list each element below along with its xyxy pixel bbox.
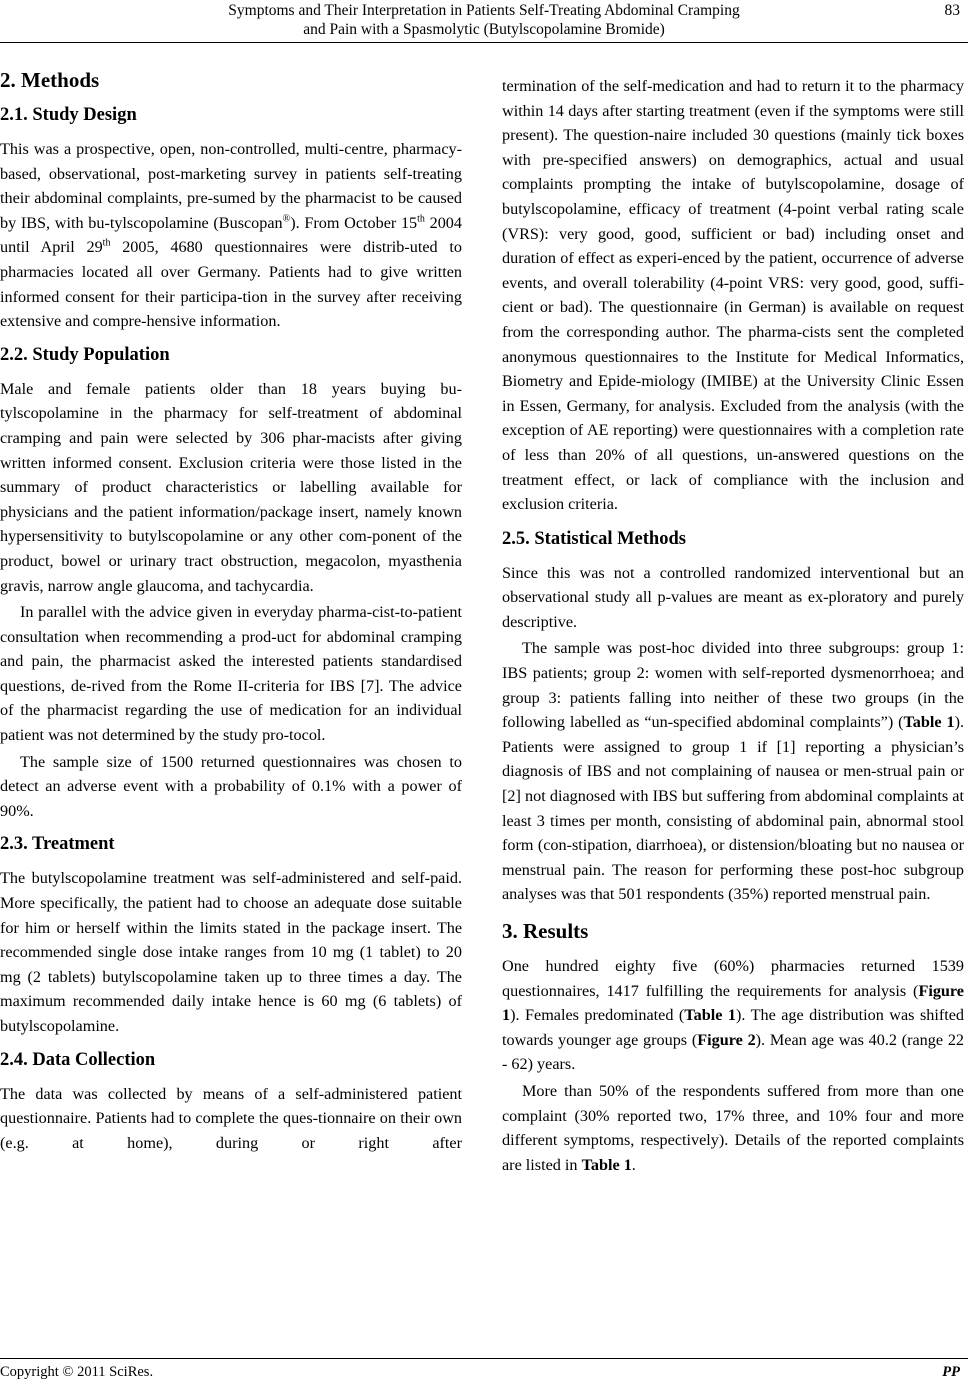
paragraph-population-1: Male and female patients older than 18 years buying bu-tylscopolamine in the pharmacy for self-treatment of abdominal cramping and pain were selected by 306 phar-macists after giving written informed consent. Exclusion criteria were those listed in the summary of product characteristics or labelling available for physicians and the patient information/package insert, namely known hypersensitivity to butylscopolamine or any other com-ponent of the product, bowel or urinary tract obstruction, megacolon, myasthenia gravis, narrow angle glaucoma, and tachycardia.	[0, 379, 462, 595]
paragraph-study-design: This was a prospective, open, non-controlled, multi-centre, pharmacy-based, observational, post-marketing survey in patients self-treating their abdominal complaints, pre-sumed by the pharmacist to be caused by IBS, with bu-tylscopolamine (Buscopan®). From October 15th 2004 until April 29th 2005, 4680 questionnaires were distrib-uted to pharmacies located all over Germany. Patients had to give written informed consent for their participa-tion in the survey after receiving extensive and compre-hensive information.	[0, 140, 462, 331]
subsection-heading-study-population: 2.2. Study Population	[0, 344, 170, 365]
page-number: 83	[944, 2, 960, 19]
paragraph-data-collection: The data was collected by means of a self-administered patient questionnaire. Patients had to complete the ques-tionnaire on their own (e.g. at home), during or right after	[0, 1084, 462, 1152]
section-heading-methods: 2. Methods	[0, 68, 100, 92]
section-heading-results: 3. Results	[502, 919, 589, 943]
page-footer	[0, 1358, 968, 1380]
running-header	[0, 0, 968, 44]
table-1-reference: Table 1	[903, 713, 955, 732]
right-column	[502, 74, 964, 1177]
figure-2-reference: Figure 2	[697, 1030, 756, 1049]
copyright-notice: Copyright © 2011 SciRes.	[0, 1364, 154, 1380]
figure-1-reference: Figure 1	[502, 981, 964, 1025]
header-title-line2: and Pain with a Spasmolytic (Butylscopolamine Bromide)	[303, 21, 665, 38]
subsection-heading-statistical-methods: 2.5. Statistical Methods	[502, 528, 686, 549]
table-1-reference: Table 1	[684, 1006, 736, 1025]
paragraph-results-2: More than 50% of the respondents suffered from more than one complaint (30% reported two, 17% three, and 10% four and more different symptoms, respectively). Details of the reported complaints are listed in Table 1.	[502, 1081, 964, 1174]
paragraph-stats-2: The sample was post-hoc divided into three subgroups: group 1: IBS patients; group 2: women with self-reported dysmenorrhoea; and group 3: patients falling into neither of these two groups (in the following labelled as “un-specified abdominal complaints”) (Table 1). Patients were assigned to group 1 if [1] reporting a physician’s diagnosis of IBS and not complaining of nausea or men-strual pain or [2] not diagnosed with IBS but suffering from abdominal complaints at least 3 times per month, consisting of abdominal pain, abnormal stool form (con-stipation, diarrhoea), or distension/bloating but no nausea or menstrual pain. The reason for performing these post-hoc subgroup analyses was that 501 respondents (35%) reported menstrual pain.	[502, 639, 965, 904]
header-rule	[0, 42, 968, 43]
footer-rule	[0, 1358, 968, 1359]
paragraph-results-1: One hundred eighty five (60%) pharmacies returned 1539 questionnaires, 1417 fulfilling the requirements for analysis (Figure 1). Females predominated (Table 1). The age distribution was shifted towards younger age groups (Figure 2). Mean age was 40.2 (range 22 - 62) years.	[502, 957, 965, 1074]
header-title-line1: Symptoms and Their Interpretation in Patients Self-Treating Abdominal Cramping	[228, 2, 740, 19]
paragraph-population-2: In parallel with the advice given in everyday pharma-cist-to-patient consultation when recommending a prod-uct for abdominal cramping and pain, the pharmacist asked the interested patients standardised questions, de-rived from the Rome II-criteria for IBS [7]. The advice of the pharmacist regarding the use of medication for an individual patient was not determined by the study pro-tocol.	[0, 603, 462, 745]
paragraph-stats-1: Since this was not a controlled randomized interventional but an observational study all p-values are meant as ex-ploratory and purely descriptive.	[502, 563, 964, 631]
paragraph-population-3: The sample size of 1500 returned questionnaires was chosen to detect an adverse event with a probability of 0.1% with a power of 90%.	[0, 752, 462, 820]
paragraph-treatment: The butylscopolamine treatment was self-administered and self-paid. More specifically, the patient had to choose an adequate dose suitable for him or herself within the limits stated in the package insert. The recommended single dose intake ranges from 10 mg (1 tablet) to 20 mg (2 tablets) butylscopolamine taken up to three times a day. The maximum recommended daily intake hence is 60 mg (6 tablets) of butylscopolamine.	[0, 869, 462, 1035]
paragraph-data-collection-continued: termination of the self-medication and had to return it to the pharmacy within 14 days after starting treatment (even if the symptoms were still present). The question-naire included 30 questions (mainly tick boxes with pre-specified answers) on demographics, actual and usual complaints prompting the intake of butylscopolamine, dosage of butylscopolamine, efficacy of treatment (4-point verbal rating scale (VRS): very good, good, sufficient or bad) including onset and duration of effect as experi-enced by the patient, occurrence of adverse events, and overall tolerability (4-point VRS: very good, good, suffi-cient or bad). The questionnaire (in German) is available on request from the corresponding author. The pharma-cists sent the completed anonymous questionnaires to the Institute for Medical Informatics, Biometry and Epide-miology (IMIBE) at the University Clinic Essen in Essen, Germany, for analysis. Excluded from the analysis (with the exception of AE reporting) were questionnaires with a completion rate of less than 20% of all questions, un-answered questions on the treatment effect, or lack of compliance with the inclusion and exclusion criteria.	[502, 77, 964, 514]
table-1-reference: Table 1	[581, 1155, 632, 1174]
left-column	[0, 66, 462, 1155]
subsection-heading-treatment: 2.3. Treatment	[0, 834, 115, 855]
journal-abbreviation: PP	[942, 1364, 960, 1380]
subsection-heading-study-design: 2.1. Study Design	[0, 105, 137, 125]
subsection-heading-data-collection: 2.4. Data Collection	[0, 1049, 156, 1070]
